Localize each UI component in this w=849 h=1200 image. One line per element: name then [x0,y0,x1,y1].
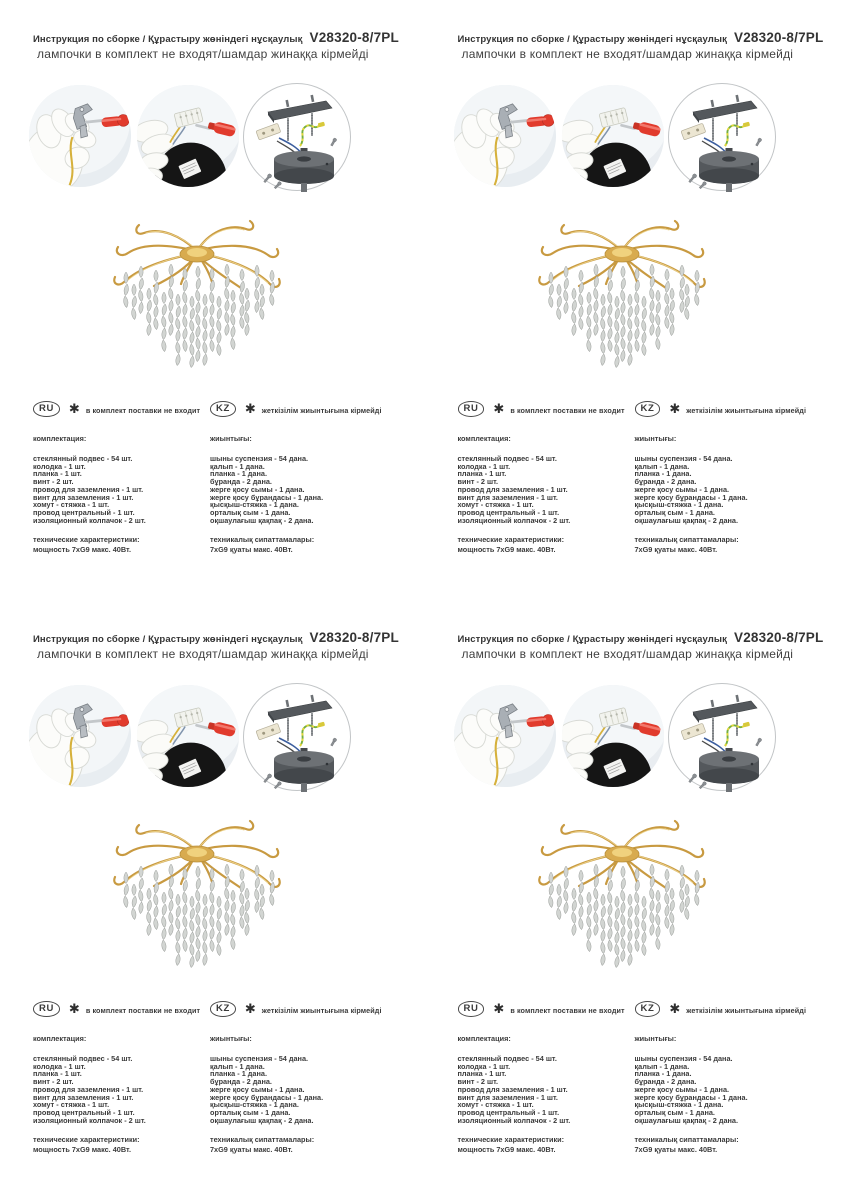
ru-parts-list [458,1055,635,1124]
ru-list-title: комплектация: [457,434,511,443]
title-text: Инструкция по сборке / Құрастыру жөніндегі нұсқаулық [33,34,303,45]
instruction-panel [0,0,425,600]
ru-column [458,1001,635,1155]
crystal-strands [123,864,275,968]
panel-header [33,630,399,661]
chandelier-product-image [513,806,731,978]
header-title-row [458,630,824,645]
list-item: орталық сым - 1 дана. [210,507,291,517]
list-item: планка - 1 дана. [210,469,267,479]
header-subtitle: лампочки в комплект не входят/шамдар жинаққа кірмейді [461,647,794,661]
panel-header [458,30,824,61]
ru-note: в комплект поставки не входит [510,1005,625,1015]
ru-tech-title: технические характеристики: [457,1135,565,1145]
ru-tech-value: мощность 7xG9 макс. 40Вт. [457,1145,556,1155]
list-item: колодка - 1 шт. [457,1061,511,1071]
list-item: планка - 1 дана. [634,1069,692,1079]
list-item: винт для заземления - 1 шт. [457,492,558,502]
kz-tech-title: техникалық сипаттамалары: [634,1135,739,1145]
ru-badge: RU [458,401,485,417]
ru-badge: RU [33,401,60,417]
kz-tech-value: 7xG9 қуаты макс. 40Вт. [634,545,718,555]
list-item: провод для заземления - 1 шт. [457,484,568,494]
chandelier-product-image [513,206,731,378]
list-item: провод центральный - 1 шт. [33,1107,135,1117]
kz-badge-row [210,401,415,417]
list-item: орталық сым - 1 дана. [210,1107,291,1117]
ru-badge-row [458,401,635,417]
list-item: винт для заземления - 1 шт. [33,1092,134,1102]
ru-note: в комплект поставки не входит [510,405,625,415]
list-item: қалып - 1 дана. [210,461,265,471]
kz-badge: KZ [210,401,236,417]
list-item: стеклянный подвес - 54 шт. [457,1054,557,1063]
title-text: Инструкция по сборке / Құрастыру жөніндегі нұсқаулық [457,34,727,45]
kz-badge-row [635,1001,840,1017]
model-number: V28320-8/7PL [309,30,399,45]
kz-list-title: жиынтығы: [210,434,252,443]
list-item: жерге қосу бұрандасы - 1 дана. [634,492,748,502]
list-item: винт - 2 шт. [457,477,499,487]
ru-list-title: комплектация: [33,1034,87,1043]
kz-note: жеткізілім жиынтығына кірмейді [261,405,382,415]
header-subtitle: лампочки в комплект не входят/шамдар жинаққа кірмейді [461,47,794,61]
kz-note: жеткізілім жиынтығына кірмейді [261,1005,382,1015]
list-item: провод центральный - 1 шт. [457,1107,560,1117]
list-item: провод для заземления - 1 шт. [457,1084,568,1094]
gold-hub [605,246,639,262]
list-item: бұранда - 2 дана. [210,1077,272,1087]
kz-tech-value: 7xG9 қуаты макс. 40Вт. [634,1145,718,1155]
list-item: винт - 2 шт. [33,1077,74,1087]
list-item: жерге қосу сымы - 1 дана. [634,1084,730,1094]
list-item: шыны суспензия - 54 дана. [634,454,733,463]
list-item: оқшаулағыш қақпақ - 2 дана. [210,515,314,525]
header-title-row [458,30,824,45]
list-item: колодка - 1 шт. [457,461,511,471]
list-item: қалып - 1 дана. [634,461,690,471]
title-text: Инструкция по сборке / Құрастыру жөніндегі нұсқаулық [457,634,727,645]
chandelier-product-image [88,806,306,978]
list-item: жерге қосу сымы - 1 дана. [210,1084,305,1094]
step2-terminal-wiring-photo [136,84,240,188]
asterisk-icon: ✱ [669,401,681,416]
list-item: стеклянный подвес - 54 шт. [33,454,133,463]
model-number: V28320-8/7PL [733,30,824,45]
asterisk-icon: ✱ [68,401,80,416]
kz-badge: KZ [210,1001,236,1017]
instruction-panel [425,600,849,1200]
step3-ceiling-mount-diagram [667,682,777,792]
list-item: жерге қосу бұрандасы - 1 дана. [210,492,324,502]
kz-tech-title: техникалық сипаттамалары: [634,535,739,545]
list-item: қалып - 1 дана. [210,1061,265,1071]
list-item: винт для заземления - 1 шт. [457,1092,558,1102]
ru-list-title: комплектация: [33,434,87,443]
list-item: планка - 1 шт. [33,1069,82,1079]
kz-parts-list [210,455,415,524]
ru-badge-row [33,1001,210,1017]
ru-list-title: комплектация: [457,1034,511,1043]
list-item: хомут - стяжка - 1 шт. [33,1100,110,1110]
ru-note: в комплект поставки не входит [85,405,201,415]
gold-hub [180,246,214,262]
instruction-panel [425,0,849,600]
title-text: Инструкция по сборке / Құрастыру жөніндегі нұсқаулық [33,634,303,645]
kz-column [635,401,840,555]
header-title-row [33,30,399,45]
kz-badge: KZ [635,1001,661,1017]
ru-badge-row [458,1001,635,1017]
list-item: жерге қосу бұрандасы - 1 дана. [634,1092,748,1102]
kz-list-title: жиынтығы: [634,434,677,443]
list-item: винт - 2 шт. [457,1077,499,1087]
kz-column [210,1001,415,1155]
step1-bracket-screwdriver-photo [453,684,557,788]
ru-tech-specs [458,535,635,555]
list-item: изоляционный колпачок - 2 шт. [457,515,571,525]
assembly-steps-row [453,684,777,792]
panel-header [33,30,399,61]
list-item: изоляционный колпачок - 2 шт. [33,515,146,525]
list-item: бұранда - 2 дана. [210,477,272,487]
ru-badge: RU [458,1001,485,1017]
crystal-strands [123,264,275,368]
ru-tech-value: мощность 7xG9 макс. 40Вт. [33,1145,131,1155]
list-item: провод для заземления - 1 шт. [33,484,144,494]
step3-ceiling-mount-diagram [667,82,777,192]
ru-column [458,401,635,555]
list-item: хомут - стяжка - 1 шт. [457,500,534,510]
list-item: оқшаулағыш қақпақ - 2 дана. [210,1115,314,1125]
asterisk-icon: ✱ [244,1001,256,1016]
header-subtitle: лампочки в комплект не входят/шамдар жинаққа кірмейді [37,647,369,661]
list-item: планка - 1 шт. [457,469,507,479]
kz-note: жеткізілім жиынтығына кірмейді [686,1005,807,1015]
list-item: жерге қосу сымы - 1 дана. [210,484,305,494]
ru-badge: RU [33,1001,60,1017]
kz-tech-title: техникалық сипаттамалары: [210,535,315,545]
list-item: изоляционный колпачок - 2 шт. [457,1115,571,1125]
ru-tech-title: технические характеристики: [33,1135,140,1145]
list-item: шыны суспензия - 54 дана. [210,1054,309,1063]
list-item: бұранда - 2 дана. [634,477,697,487]
assembly-steps-row [453,84,777,192]
step3-ceiling-mount-diagram [242,82,352,192]
ru-tech-value: мощность 7xG9 макс. 40Вт. [33,545,131,555]
kz-list-title: жиынтығы: [210,1034,252,1043]
step1-bracket-screwdriver-photo [453,84,557,188]
kz-tech-title: техникалық сипаттамалары: [210,1135,315,1145]
asterisk-icon: ✱ [493,401,505,416]
list-item: қалып - 1 дана. [634,1061,690,1071]
kz-badge-row [635,401,840,417]
list-item: оқшаулағыш қақпақ - 2 дана. [634,1115,739,1125]
step1-bracket-screwdriver-photo [28,684,132,788]
ru-tech-title: технические характеристики: [33,535,140,545]
list-item: қысқыш-стяжка - 1 дана. [210,500,299,510]
ru-tech-specs [33,535,210,555]
header-title-row [33,630,399,645]
asterisk-icon: ✱ [68,1001,80,1016]
list-item: оқшаулағыш қақпақ - 2 дана. [634,515,739,525]
ru-note: в комплект поставки не входит [85,1005,201,1015]
list-item: винт - 2 шт. [33,477,74,487]
list-item: жерге қосу бұрандасы - 1 дана. [210,1092,324,1102]
kz-tech-value: 7xG9 қуаты макс. 40Вт. [210,1145,293,1155]
list-item: планка - 1 дана. [210,1069,267,1079]
list-item: шыны суспензия - 54 дана. [210,454,309,463]
asterisk-icon: ✱ [493,1001,505,1016]
kz-list-title: жиынтығы: [634,1034,677,1043]
list-item: провод центральный - 1 шт. [33,507,135,517]
ru-column [33,1001,210,1155]
ru-parts-list [33,455,210,524]
ru-parts-list [33,1055,210,1124]
assembly-steps-row [28,84,352,192]
ru-tech-specs [33,1135,210,1155]
list-item: қысқыш-стяжка - 1 дана. [210,1100,299,1110]
ru-tech-specs [458,1135,635,1155]
step3-ceiling-mount-diagram [242,682,352,792]
kz-column [210,401,415,555]
list-item: колодка - 1 шт. [33,461,86,471]
asterisk-icon: ✱ [669,1001,681,1016]
gold-hub [605,846,639,862]
crystal-strands [547,864,699,968]
list-item: жерге қосу сымы - 1 дана. [634,484,730,494]
parts-lists [458,1001,840,1155]
kz-tech-value: 7xG9 қуаты макс. 40Вт. [210,545,293,555]
ru-tech-value: мощность 7xG9 макс. 40Вт. [457,545,556,555]
model-number: V28320-8/7PL [733,630,824,645]
kz-tech-specs [635,1135,840,1155]
ru-column [33,401,210,555]
kz-parts-list [210,1055,415,1124]
kz-tech-specs [210,1135,415,1155]
kz-column [635,1001,840,1155]
list-item: винт для заземления - 1 шт. [33,492,134,502]
kz-tech-specs [635,535,840,555]
list-item: хомут - стяжка - 1 шт. [457,1100,534,1110]
list-item: изоляционный колпачок - 2 шт. [33,1115,146,1125]
asterisk-icon: ✱ [244,401,256,416]
model-number: V28320-8/7PL [309,630,399,645]
kz-parts-list [635,1055,840,1124]
list-item: провод для заземления - 1 шт. [33,1084,144,1094]
list-item: орталық сым - 1 дана. [634,1107,715,1117]
header-subtitle: лампочки в комплект не входят/шамдар жинаққа кірмейді [37,47,369,61]
ru-badge-row [33,401,210,417]
list-item: планка - 1 дана. [634,469,692,479]
gold-hub [180,846,214,862]
kz-parts-list [635,455,840,524]
kz-badge: KZ [635,401,661,417]
parts-lists [33,1001,415,1155]
list-item: планка - 1 шт. [457,1069,507,1079]
ru-parts-list [458,455,635,524]
list-item: хомут - стяжка - 1 шт. [33,500,110,510]
ru-tech-title: технические характеристики: [457,535,565,545]
step2-terminal-wiring-photo [136,684,240,788]
list-item: қысқыш-стяжка - 1 дана. [634,500,724,510]
list-item: бұранда - 2 дана. [634,1077,697,1087]
assembly-steps-row [28,684,352,792]
parts-lists [33,401,415,555]
list-item: стеклянный подвес - 54 шт. [457,454,557,463]
list-item: провод центральный - 1 шт. [457,507,560,517]
step2-terminal-wiring-photo [561,684,665,788]
parts-lists [458,401,840,555]
kz-badge-row [210,1001,415,1017]
instruction-panel [0,600,425,1200]
panel-header [458,630,824,661]
list-item: қысқыш-стяжка - 1 дана. [634,1100,724,1110]
list-item: стеклянный подвес - 54 шт. [33,1054,133,1063]
chandelier-product-image [88,206,306,378]
kz-tech-specs [210,535,415,555]
list-item: шыны суспензия - 54 дана. [634,1054,733,1063]
crystal-strands [547,264,699,368]
step2-terminal-wiring-photo [561,84,665,188]
list-item: планка - 1 шт. [33,469,82,479]
list-item: орталық сым - 1 дана. [634,507,715,517]
list-item: колодка - 1 шт. [33,1061,86,1071]
kz-note: жеткізілім жиынтығына кірмейді [686,405,807,415]
step1-bracket-screwdriver-photo [28,84,132,188]
